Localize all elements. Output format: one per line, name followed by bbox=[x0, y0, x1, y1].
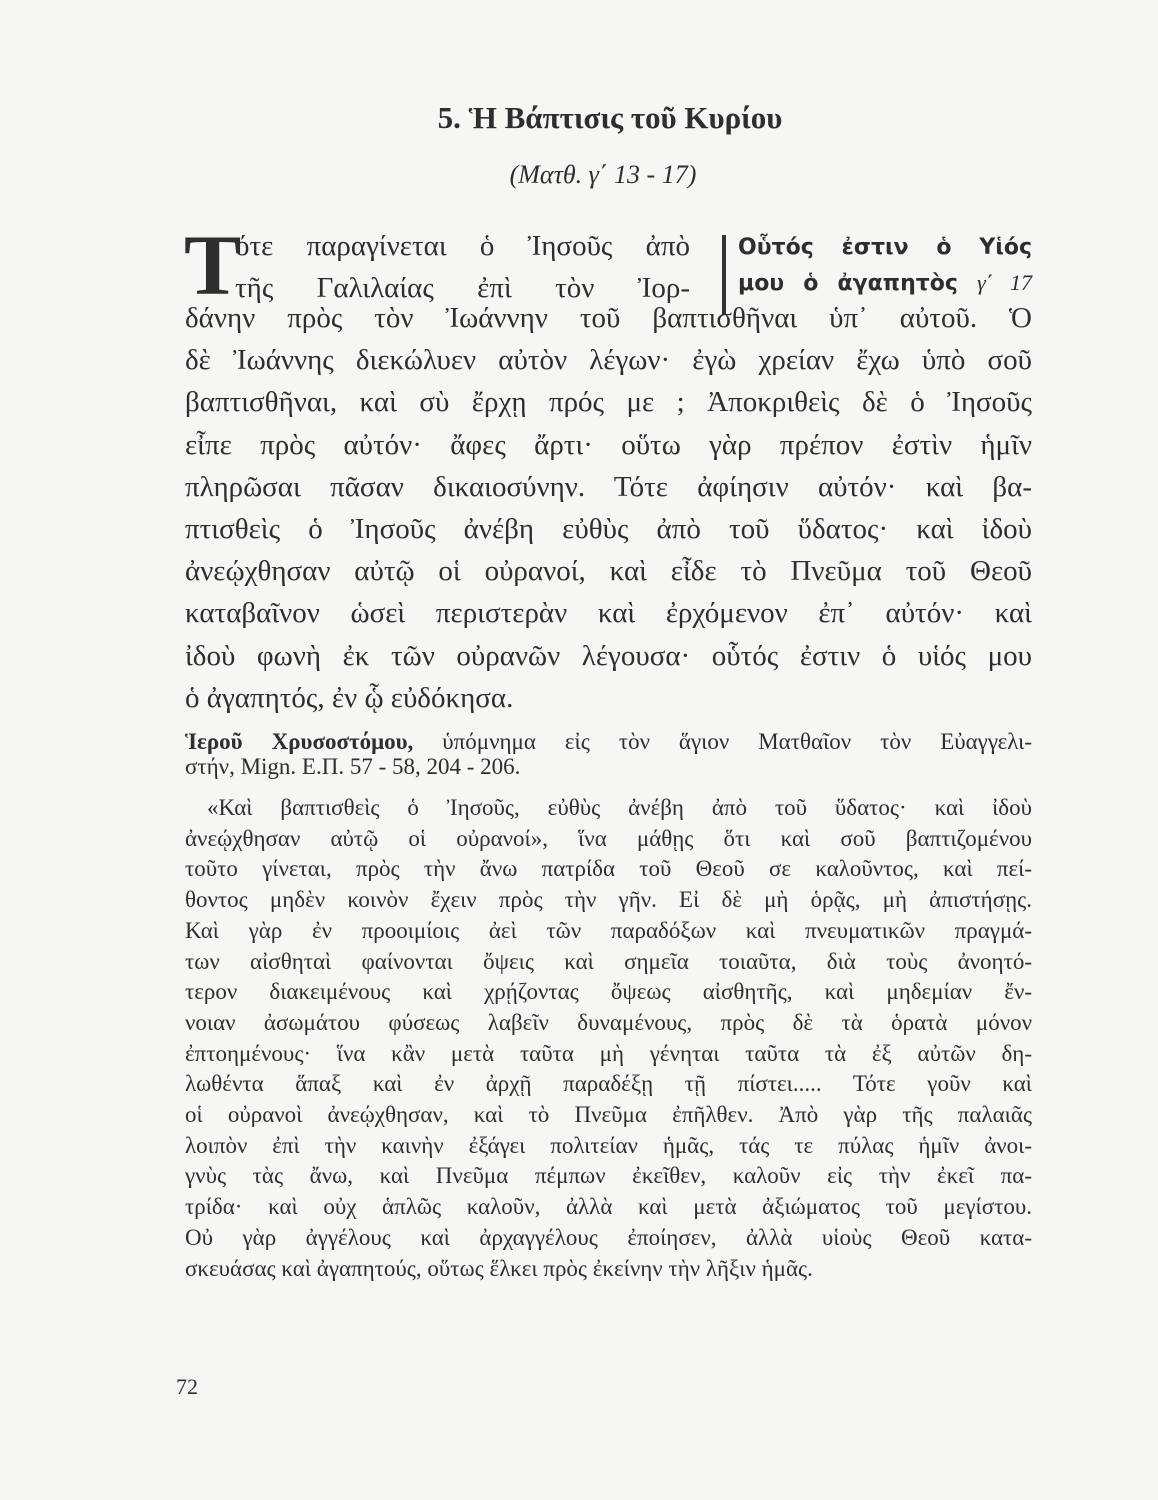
source-citation-cont: στήν, Mign. Ε.Π. 57 - 58, 204 - 206. bbox=[185, 754, 521, 779]
sidebar-verse-text: μου ὁ ἀγαπητὸς bbox=[738, 271, 958, 296]
section-title: 5. Ἡ Βάπτισις τοῦ Κυρίου bbox=[437, 100, 783, 135]
text-line: βαπτισθῆναι, καὶ σὺ ἔρχῃ πρός με ; Ἀποκριθεὶς δὲ ὁ Ἰησοῦς bbox=[185, 386, 1032, 419]
commentary-line: λωθέντα ἅπαξ καὶ ἐν ἀρχῇ παραδέξῃ τῇ πίστει..... Τότε γοῦν καὶ bbox=[185, 1071, 1032, 1097]
sidebar-verse-ref: γ΄ 17 bbox=[977, 270, 1032, 295]
commentary-line: των αἰσθηταὶ φαίνονται ὄψεις καὶ σημεῖα τοιαῦτα, διὰ τοὺς ἀνοητό- bbox=[185, 948, 1032, 974]
intro-line: τῆς Γαλιλαίας ἐπὶ τὸν Ἰορ- bbox=[235, 272, 690, 304]
drop-cap: Τ bbox=[184, 217, 242, 313]
text-line: δὲ Ἰωάννης διεκώλυεν αὐτὸν λέγων· ἐγὼ χρείαν ἔχω ὑπὸ σοῦ bbox=[185, 344, 1032, 377]
text-line: πληρῶσαι πᾶσαν δικαιοσύνην. Τότε ἀφίησιν αὐτόν· καὶ βα- bbox=[185, 470, 1032, 503]
commentary-line: θοντος μηδὲν κοινὸν ἔχειν πρὸς τὴν γῆν. Εἰ δὲ μὴ ὁρᾷς, μὴ ἀπιστήσῃς. bbox=[185, 887, 1032, 913]
source-title: ὑπόμνημα εἰς τὸν ἅγιον Ματθαῖον τὸν Εὐαγγελι- bbox=[442, 729, 1032, 754]
sidebar-verse-line bbox=[738, 268, 1032, 299]
commentary-line: σκευάσας καὶ ἀγαπητούς, οὕτως ἕλκει πρὸς ἐκείνην τὴν λῆξιν ἡμᾶς. bbox=[185, 1255, 813, 1281]
sidebar-verse-line: Οὗτός ἐστιν ὁ Υἱός bbox=[738, 235, 1032, 260]
commentary-line: «Καὶ βαπτισθεὶς ὁ Ἰησοῦς, εὐθὺς ἀνέβη ἀπὸ τοῦ ὕδατος· καὶ ἰδοὺ bbox=[207, 795, 1032, 820]
commentary-line: Καὶ γὰρ ἐν προοιμίοις ἀεὶ τῶν παραδόξων καὶ πνευματικῶν πραγμά- bbox=[185, 917, 1032, 943]
scripture-reference: (Ματθ. γ΄ 13 - 17) bbox=[509, 160, 697, 189]
commentary-line: νοιαν ἀσωμάτου φύσεως λαβεῖν δυναμένους, πρὸς δὲ τὰ ὁρατὰ μόνον bbox=[185, 1009, 1032, 1035]
text-line: εἶπε πρὸς αὐτόν· ἄφες ἄρτι· οὕτω γὰρ πρέπον ἐστὶν ἡμῖν bbox=[185, 428, 1032, 461]
text-line: καταβαῖνον ὡσεὶ περιστερὰν καὶ ἐρχόμενον ἐπ᾿ αὐτόν· καὶ bbox=[185, 597, 1032, 630]
commentary-line: ἐπτοημένους· ἵνα κἂν μετὰ ταῦτα μὴ γένηται ταῦτα τὰ ἐξ αὐτῶν δη- bbox=[185, 1040, 1032, 1066]
text-line: ὁ ἀγαπητός, ἐν ᾧ εὐδόκησα. bbox=[185, 681, 514, 714]
commentary-line: ἀνεῴχθησαν αὐτῷ οἱ οὐρανοί», ἵνα μάθῃς ὅτι καὶ σοῦ βαπτιζομένου bbox=[185, 825, 1032, 851]
text-line: πτισθεὶς ὁ Ἰησοῦς ἀνέβη εὐθὺς ἀπὸ τοῦ ὕδατος· καὶ ἰδοὺ bbox=[185, 513, 1032, 545]
page-number: 72 bbox=[176, 1374, 198, 1399]
commentary-line: τρίδα· καὶ οὐχ ἁπλῶς καλοῦν, ἀλλὰ καὶ μετὰ ἀξιώματος τοῦ μεγίστου. bbox=[185, 1194, 1032, 1220]
source-citation bbox=[185, 728, 1032, 756]
intro-line: ότε παραγίνεται ὁ Ἰησοῦς ἀπὸ bbox=[235, 230, 690, 262]
source-author: Ἱεροῦ Χρυσοστόμου, bbox=[185, 729, 414, 754]
commentary-line: γνὺς τὰς ἄνω, καὶ Πνεῦμα πέμπων ἐκεῖθεν, καλοῦν εἰς τὴν ἐκεῖ πα- bbox=[185, 1163, 1032, 1189]
commentary-line: οἱ οὐρανοὶ ἀνεῴχθησαν, καὶ τὸ Πνεῦμα ἐπῆλθεν. Ἀπὸ γὰρ τῆς παλαιᾶς bbox=[185, 1102, 1032, 1127]
commentary-line: λοιπὸν ἐπὶ τὴν καινὴν ἐξάγει πολιτείαν ἡμᾶς, τάς τε πύλας ἡμῖν ἀνοι- bbox=[185, 1132, 1032, 1158]
commentary-line: τερον διακειμένους καὶ χρῄζοντας ὄψεως αἰσθητῆς, καὶ μηδεμίαν ἔν- bbox=[185, 979, 1032, 1005]
commentary-line: Οὐ γὰρ ἀγγέλους καὶ ἀρχαγγέλους ἐποίησεν, ἀλλὰ υἱοὺς Θεοῦ κατα- bbox=[185, 1224, 1032, 1250]
text-line: ἀνεῴχθησαν αὐτῷ οἱ οὐρανοί, καὶ εἶδε τὸ Πνεῦμα τοῦ Θεοῦ bbox=[185, 555, 1032, 588]
text-line: ἰδοὺ φωνὴ ἐκ τῶν οὐρανῶν λέγουσα· οὗτός ἐστιν ὁ υἱός μου bbox=[185, 639, 1032, 672]
commentary-line: τοῦτο γίνεται, πρὸς τὴν ἄνω πατρίδα τοῦ Θεοῦ σε καλοῦντος, καὶ πεί- bbox=[185, 856, 1032, 882]
text-line: δάνην πρὸς τὸν Ἰωάννην τοῦ βαπτισθῆναι ὑπ᾿ αὐτοῦ. Ὁ bbox=[185, 302, 1032, 334]
